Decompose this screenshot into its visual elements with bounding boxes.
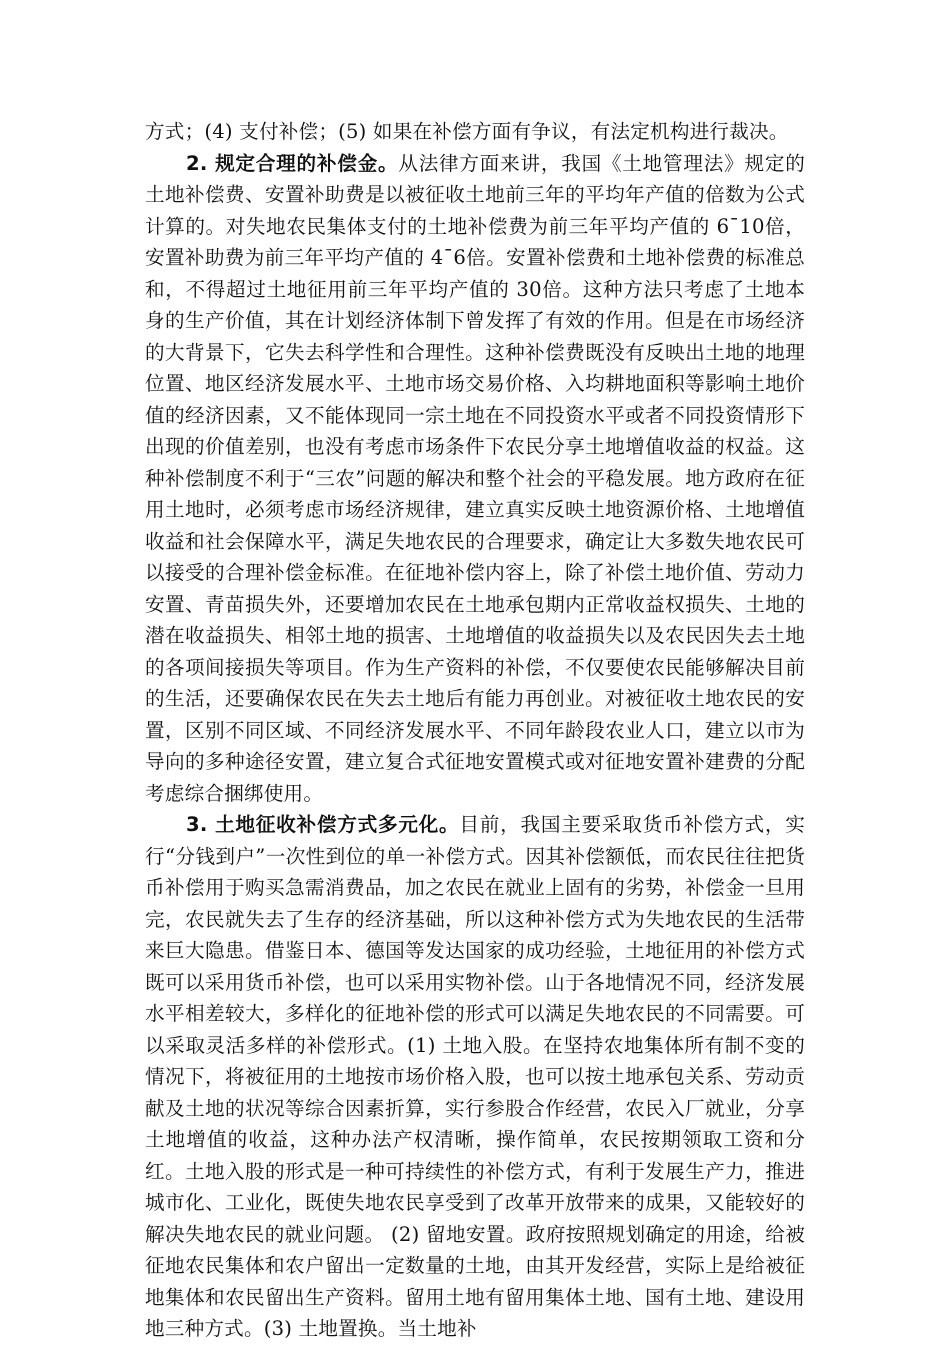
document-page [145,116,805,1345]
section-heading-3: 3. 土地征收补偿方式多元化。 [186,813,460,836]
paragraph-diversified-compensation [145,809,805,1345]
paragraph-reasonable-compensation [145,148,805,810]
paragraph-text: 目前，我国主要采取货币补偿方式，实行“分钱到户”一次性到位的单一补偿方式。因其补偿额低，而农民往往把货币补偿用于购买急需消费品，加之农民在就业上固有的劣势，补偿金一旦用完，农民就失去了生存的经济基础，所以这种补偿方式为失地农民的生活带来巨大隐患。借鉴日本、德国等发达国家的成功经验，土地征用的补偿方式既可以采用货币补偿，也可以采用实物补偿。山于各地情况不同，经济发展水平相差较大，多样化的征地补偿的形式可以满足失地农民的不同需要。可以采取灵活多样的补偿形式。(1) 土地入股。在坚持农地集体所有制不变的情况下，将被征用的土地按市场价格入股，也可以按土地承包关系、劳动贡献及土地的状况等综合因素折算，实行参股合作经营，农民入厂就业，分享土地增值的收益，这种办法产权清晰，操作简单，农民按期领取工资和分红。土地入股的形式是一种可持续性的补偿方式，有利于发展生产力，推进城市化、工业化，既使失地农民享受到了改革开放带来的成果，又能较好的解决失地农民的就业问题。 (2) 留地安置。政府按照规划确定的用途，给被征地农民集体和农户留出一定数量的土地，由其开发经营，实际上是给被征地集体和农民留出生产资料。留用土地有留用集体土地、国有土地、建设用地三种方式。(3) 土地置换。当土地补 [145,813,805,1340]
paragraph-text: 从法律方面来讲，我国《土地管理法》规定的土地补偿费、安置补助费是以被征收土地前三年的平均年产值的倍数为公式计算的。对失地农民集体支付的土地补偿费为前三年平均产值的 6¯10倍，安置补助费为前三年平均产值的 4¯6倍。安置补偿费和土地补偿费的标准总和，不得超过土地征用前三年平均产值的 30倍。这种方法只考虑了土地本身的生产价值，其在计划经济体制下曾发挥了有效的作用。但是在市场经济的大背景下，它失去科学性和合理性。这种补偿费既没有反映出土地的地理位置、地区经济发展水平、土地市场交易价格、入均耕地面积等影响土地价值的经济因素，又不能体现同一宗土地在不同投资水平或者不同投资情形下出现的价值差别，也没有考虑市场条件下农民分享土地增值收益的权益。这种补偿制度不利于“三农”问题的解决和整个社会的平稳发展。地方政府在征用土地时，必须考虑市场经济规律，建立真实反映土地资源价格、土地增值收益和社会保障水平，满足失地农民的合理要求，确定让大多数失地农民可以接受的合理补偿金标准。在征地补偿内容上，除了补偿土地价值、劳动力安置、青苗损失外，还要增加农民在土地承包期内正常收益权损失、土地的潜在收益损失、相邻土地的损害、土地增值的收益损失以及农民因失去土地的各项间接损失等项目。作为生产资料的补偿，不仅要使农民能够解决目前的生活，还要确保农民在失去土地后有能力再创业。对被征收土地农民的安置，区别不同区域、不同经济发展水平、不同年龄段农业人口，建立以市为导向的多种途径安置，建立复合式征地安置模式或对征地安置补建费的分配考虑综合捆绑使用。 [145,151,805,805]
paragraph-text: 方式；(4) 支付补偿；(5) 如果在补偿方面有争议，有法定机构进行裁决。 [145,120,789,143]
section-heading-2: 2. 规定合理的补偿金。 [186,151,399,175]
paragraph-continuation [145,116,805,148]
